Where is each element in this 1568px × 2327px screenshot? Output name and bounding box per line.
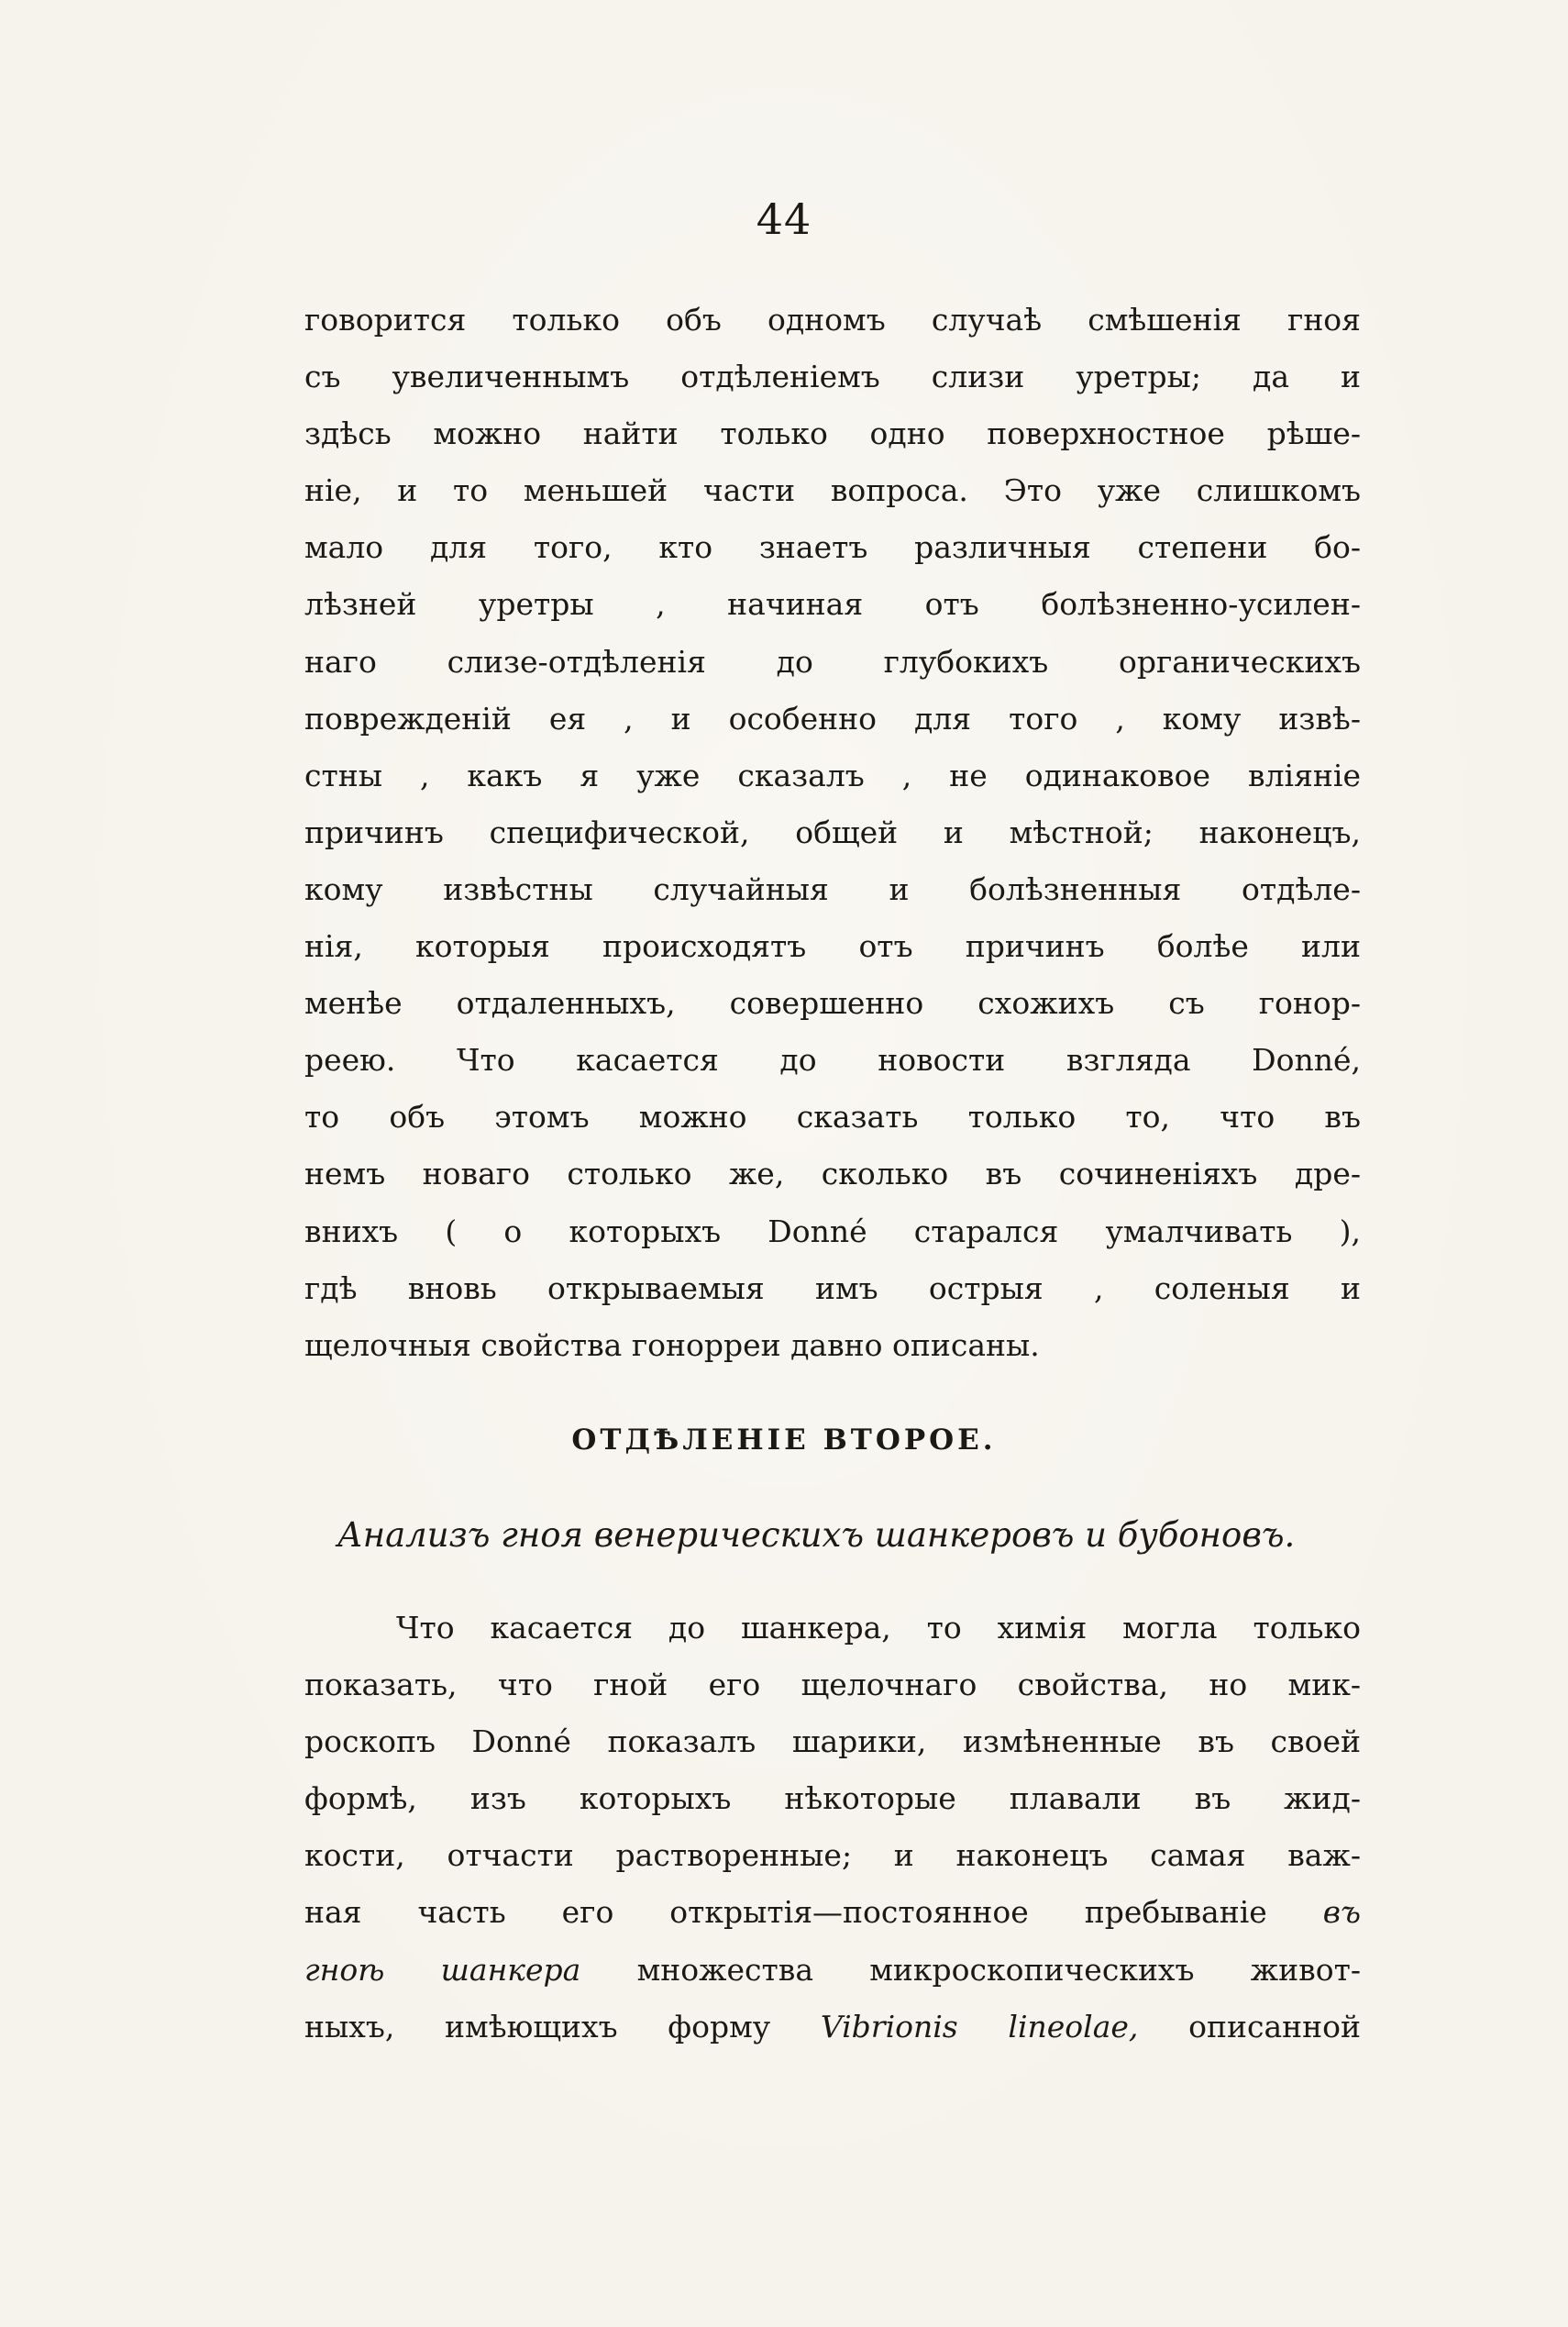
- section-subtitle: Анализъ гноя венерическихъ шанкеровъ и бубоновъ.: [337, 1515, 1296, 1555]
- text-segment: ныхъ, имѣющихъ форму: [304, 2008, 771, 2044]
- section-heading: ОТДѢЛЕНІЕ ВТОРОЕ.: [571, 1424, 997, 1457]
- italic-text: въ: [1322, 1894, 1361, 1931]
- text-line: формѣ, изъ которыхъ нѣкоторые плавали въ жид-: [304, 1780, 1361, 1817]
- text-line: щелочныя свойства гонорреи давно описаны.: [304, 1326, 1040, 1363]
- text-line: [304, 1999, 1361, 2056]
- text-line: нія, которыя происходятъ отъ причинъ болѣе или: [304, 928, 1361, 965]
- text-line: здѣсь можно найти только одно поверхностное рѣше-: [304, 416, 1361, 452]
- text-line: мало для того, кто знаетъ различныя степени бо-: [304, 529, 1361, 566]
- text-line: роскопъ Donné показалъ шарики, измѣненные въ своей: [304, 1723, 1361, 1760]
- italic-text: гноѣ шанкера: [304, 1951, 581, 1988]
- text-line: ніе, и то меньшей части вопроса. Это уже слишкомъ: [304, 472, 1361, 509]
- text-line: съ увеличеннымъ отдѣленіемъ слизи уретры; да и: [304, 359, 1361, 395]
- text-line: реею. Что касается до новости взгляда Donné,: [304, 1042, 1361, 1079]
- text-line: поврежденій ея , и особенно для того , кому извѣ-: [304, 700, 1361, 737]
- text-line: немъ новаго столько же, сколько въ сочиненіяхъ дре-: [304, 1156, 1361, 1192]
- text-line: говорится только объ одномъ случаѣ смѣшенія гноя: [304, 302, 1361, 338]
- paragraph-1: [304, 292, 1361, 1374]
- text-segment: ная часть его открытія—постоянное пребываніе: [304, 1894, 1267, 1931]
- page-number: 44: [756, 194, 812, 244]
- text-line: лѣзней уретры , начиная отъ болѣзненно-усилен-: [304, 586, 1361, 623]
- text-line: внихъ ( о которыхъ Donné старался умалчивать ),: [304, 1213, 1361, 1249]
- text-line: то объ этомъ можно сказать только то, что въ: [304, 1099, 1361, 1136]
- text-line: кости, отчасти растворенные; и наконецъ самая важ-: [304, 1837, 1361, 1874]
- paragraph-2: [304, 1600, 1361, 2056]
- text-line: Что касается до шанкера, то химія могла только: [396, 1610, 1361, 1646]
- text-line: показать, что гной его щелочнаго свойства, но мик-: [304, 1667, 1361, 1703]
- text-line: [304, 1942, 1361, 1999]
- text-line: [304, 1884, 1361, 1941]
- text-line: гдѣ вновь открываемыя имъ острыя , соленыя и: [304, 1269, 1361, 1306]
- text-line: кому извѣстны случайныя и болѣзненныя отдѣле-: [304, 870, 1361, 907]
- italic-text: Vibrionis lineolae,: [820, 2008, 1139, 2044]
- text-segment: множества микроскопическихъ живот-: [636, 1951, 1361, 1988]
- text-line: наго слизе-отдѣленія до глубокихъ органическихъ: [304, 643, 1361, 680]
- text-segment: описанной: [1188, 2008, 1361, 2044]
- text-line: стны , какъ я уже сказалъ , не одинаковое вліяніе: [304, 757, 1361, 793]
- text-line: причинъ специфической, общей и мѣстной; наконецъ,: [304, 814, 1361, 850]
- text-line: менѣе отдаленныхъ, совершенно схожихъ съ гонор-: [304, 985, 1361, 1022]
